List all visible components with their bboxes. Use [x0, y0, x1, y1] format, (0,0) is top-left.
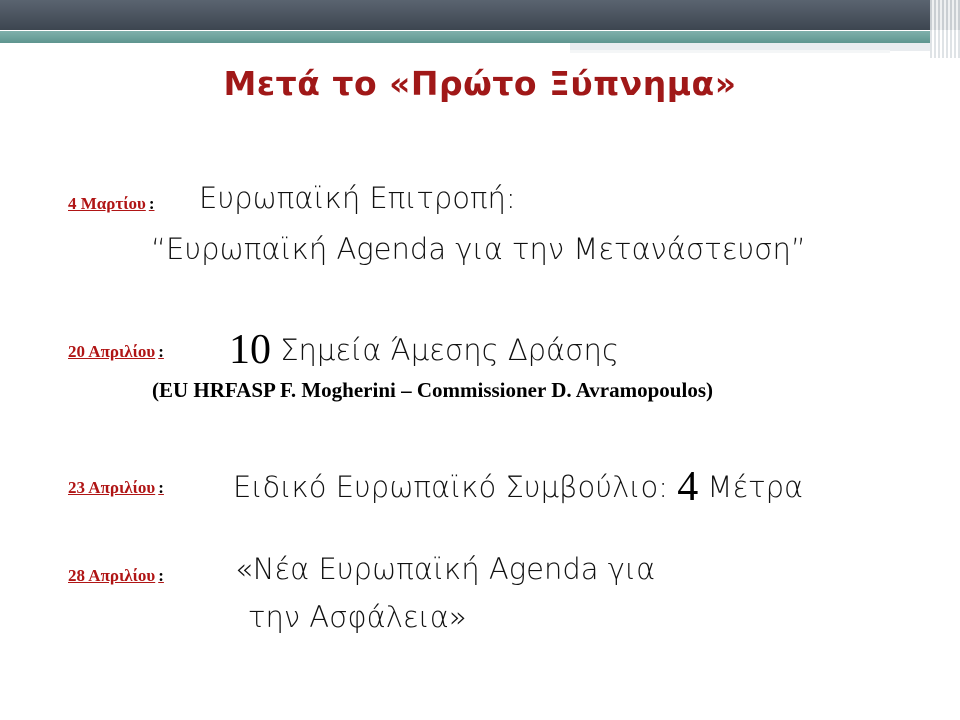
entry-date-4-text: 28 Απριλίου [68, 566, 156, 585]
date-colon: : [158, 342, 164, 361]
entry-date-2 [68, 342, 164, 362]
entry-2-text: Σημεία Άμεσης Δράσης [280, 333, 619, 367]
entry-date-1 [68, 194, 154, 214]
entry-3-line-1 [233, 463, 803, 511]
entry-3-number: 4 [677, 464, 699, 510]
date-colon: : [158, 478, 164, 497]
header-teal-bar [0, 31, 930, 43]
header-light-line [570, 50, 890, 53]
entry-1-line-1: Ευρωπαϊκή Επιτροπή: [199, 181, 516, 215]
date-colon: : [158, 566, 164, 585]
entry-date-3 [68, 478, 164, 498]
entry-2-line-1 [229, 326, 619, 374]
entry-date-3-text: 23 Απριλίου [68, 478, 156, 497]
entry-2-number: 10 [229, 327, 271, 373]
entry-4-line-2: την Ασφάλεια» [248, 600, 467, 634]
entry-date-1-text: 4 Μαρτίου [68, 194, 146, 213]
corner-stripes-top [930, 0, 960, 30]
date-colon: : [148, 194, 155, 213]
entry-2-line-2: (EU HRFASP F. Mogherini – Commissioner D. Avramopoulos) [152, 378, 713, 402]
header-dark-bar [0, 0, 930, 30]
entry-1-line-2: “Ευρωπαϊκή Agenda για την Μετανάστευση” [151, 232, 806, 266]
entry-3-text-pre: Ειδικό Ευρωπαϊκό Συμβούλιο: [233, 470, 668, 504]
entry-date-4 [68, 566, 164, 586]
entry-3-text-post: Μέτρα [707, 470, 804, 504]
entry-date-2-text: 20 Απριλίου [68, 342, 156, 361]
slide-title: Μετά το «Πρώτο Ξύπνημα» [223, 64, 737, 103]
entry-4-line-1: «Νέα Ευρωπαϊκή Agenda για [235, 552, 656, 586]
